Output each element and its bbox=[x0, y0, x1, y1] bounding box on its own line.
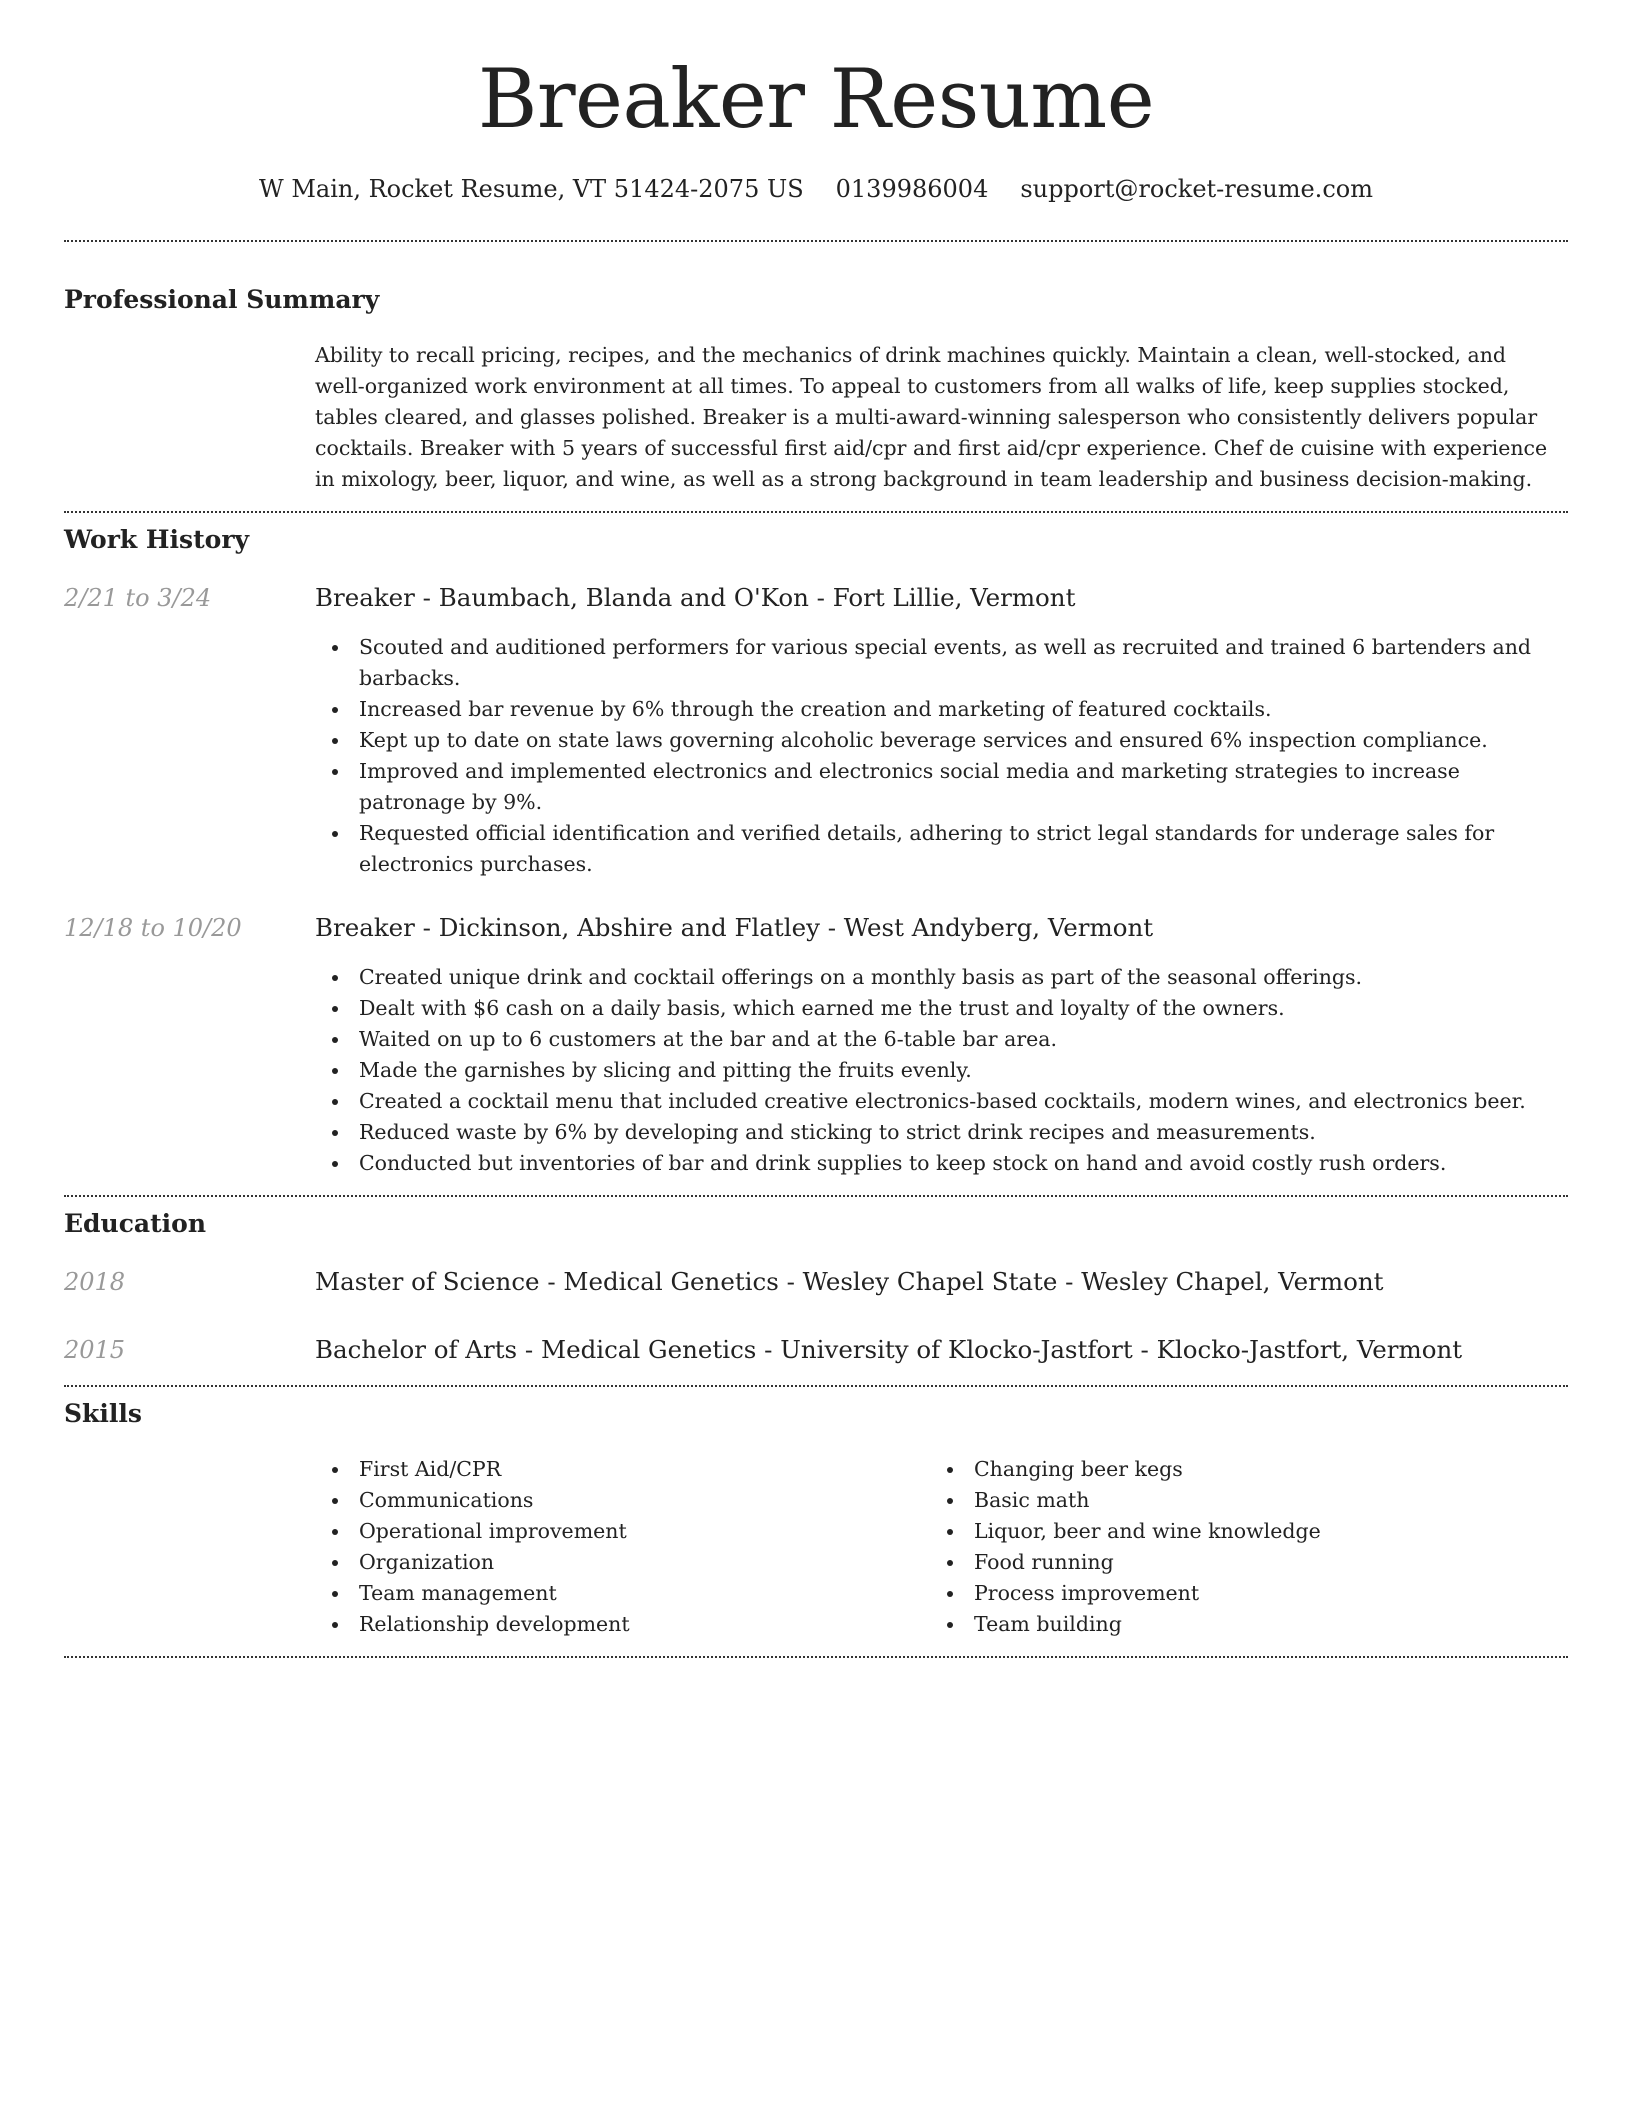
section-divider bbox=[64, 1195, 1568, 1197]
skill-item: Organization bbox=[315, 1547, 1570, 1578]
job-bullet: Dealt with $6 cash on a daily basis, which earned me the trust and loyalty of the owners. bbox=[315, 993, 1570, 1024]
section-divider bbox=[64, 511, 1568, 513]
skill-item: Food running bbox=[930, 1547, 1632, 1578]
job-bullet: Scouted and auditioned performers for various special events, as well as recruited and trained 6 bartenders and barbacks. bbox=[315, 632, 1570, 694]
section-divider bbox=[64, 1385, 1568, 1387]
resume-name: Breaker Resume bbox=[477, 53, 1155, 147]
job-bullet: Created a cocktail menu that included creative electronics-based cocktails, modern wines, and electronics beer. bbox=[315, 1086, 1570, 1117]
job-title: Breaker - Dickinson, Abshire and Flatley - West Andyberg, Vermont bbox=[315, 913, 1154, 942]
job-bullet: Created unique drink and cocktail offerings on a monthly basis as part of the seasonal offerings. bbox=[315, 962, 1570, 993]
job-bullet: Conducted but inventories of bar and drink supplies to keep stock on hand and avoid costly rush orders. bbox=[315, 1148, 1570, 1179]
job-bullets bbox=[315, 632, 1570, 880]
job-bullet: Made the garnishes by slicing and pitting the fruits evenly. bbox=[315, 1055, 1570, 1086]
skill-item: Operational improvement bbox=[315, 1516, 1570, 1547]
job-bullet: Reduced waste by 6% by developing and sticking to strict drink recipes and measurements. bbox=[315, 1117, 1570, 1148]
skill-item: First Aid/CPR bbox=[315, 1454, 1570, 1485]
job-bullet: Waited on up to 6 customers at the bar and at the 6-table bar area. bbox=[315, 1024, 1570, 1055]
job-bullet: Requested official identification and verified details, adhering to strict legal standards for underage sales for electronics purchases. bbox=[315, 818, 1570, 880]
skills-heading: Skills bbox=[64, 1399, 142, 1428]
contact-phone: 0139986004 bbox=[835, 175, 989, 203]
skill-item: Process improvement bbox=[930, 1578, 1632, 1609]
skill-item: Changing beer kegs bbox=[930, 1454, 1632, 1485]
contact-address: W Main, Rocket Resume, VT 51424-2075 US bbox=[259, 175, 804, 203]
work-history-heading: Work History bbox=[64, 525, 250, 554]
summary-text: Ability to recall pricing, recipes, and the mechanics of drink machines quickly. Maintain a clean, well-stocked, and well-organized work environment at all times. To appeal to customers from all walks of life, keep supplies stocked, tables cleared, and glasses polished. Breaker is a multi-award-winning salesperson who consistently delivers popular cocktails. Breaker with 5 years of successful first aid/cpr and first aid/cpr experience. Chef de cuisine with experience in mixology, beer, liquor, and wine, as well as a strong background in team leadership and business decision-making. bbox=[315, 343, 1548, 491]
job-dates: 2/21 to 3/24 bbox=[64, 584, 212, 612]
education-heading: Education bbox=[64, 1209, 207, 1238]
job-bullet: Increased bar revenue by 6% through the creation and marketing of featured cocktails. bbox=[315, 694, 1570, 725]
section-divider bbox=[64, 240, 1568, 242]
education-title: Bachelor of Arts - Medical Genetics - University of Klocko-Jastfort - Klocko-Jastfort, Vermont bbox=[315, 1335, 1463, 1364]
education-title: Master of Science - Medical Genetics - Wesley Chapel State - Wesley Chapel, Vermont bbox=[315, 1267, 1384, 1296]
contact-line bbox=[0, 172, 1632, 206]
education-year: 2018 bbox=[64, 1268, 126, 1296]
summary-heading: Professional Summary bbox=[64, 285, 380, 314]
job-bullets bbox=[315, 962, 1570, 1179]
job-bullet: Improved and implemented electronics and electronics social media and marketing strategies to increase patronage by 9%. bbox=[315, 756, 1570, 818]
skill-item: Basic math bbox=[930, 1485, 1632, 1516]
contact-email: support@rocket-resume.com bbox=[1020, 175, 1373, 203]
skill-item: Team management bbox=[315, 1578, 1570, 1609]
skills-list-right bbox=[930, 1454, 1632, 1640]
job-dates: 12/18 to 10/20 bbox=[64, 914, 242, 942]
skill-item: Communications bbox=[315, 1485, 1570, 1516]
skill-item: Liquor, beer and wine knowledge bbox=[930, 1516, 1632, 1547]
job-bullet: Kept up to date on state laws governing alcoholic beverage services and ensured 6% inspection compliance. bbox=[315, 725, 1570, 756]
skill-item: Team building bbox=[930, 1609, 1632, 1640]
section-divider bbox=[64, 1656, 1568, 1658]
education-year: 2015 bbox=[64, 1336, 126, 1364]
skill-item: Relationship development bbox=[315, 1609, 1570, 1640]
job-title: Breaker - Baumbach, Blanda and O'Kon - Fort Lillie, Vermont bbox=[315, 583, 1076, 612]
